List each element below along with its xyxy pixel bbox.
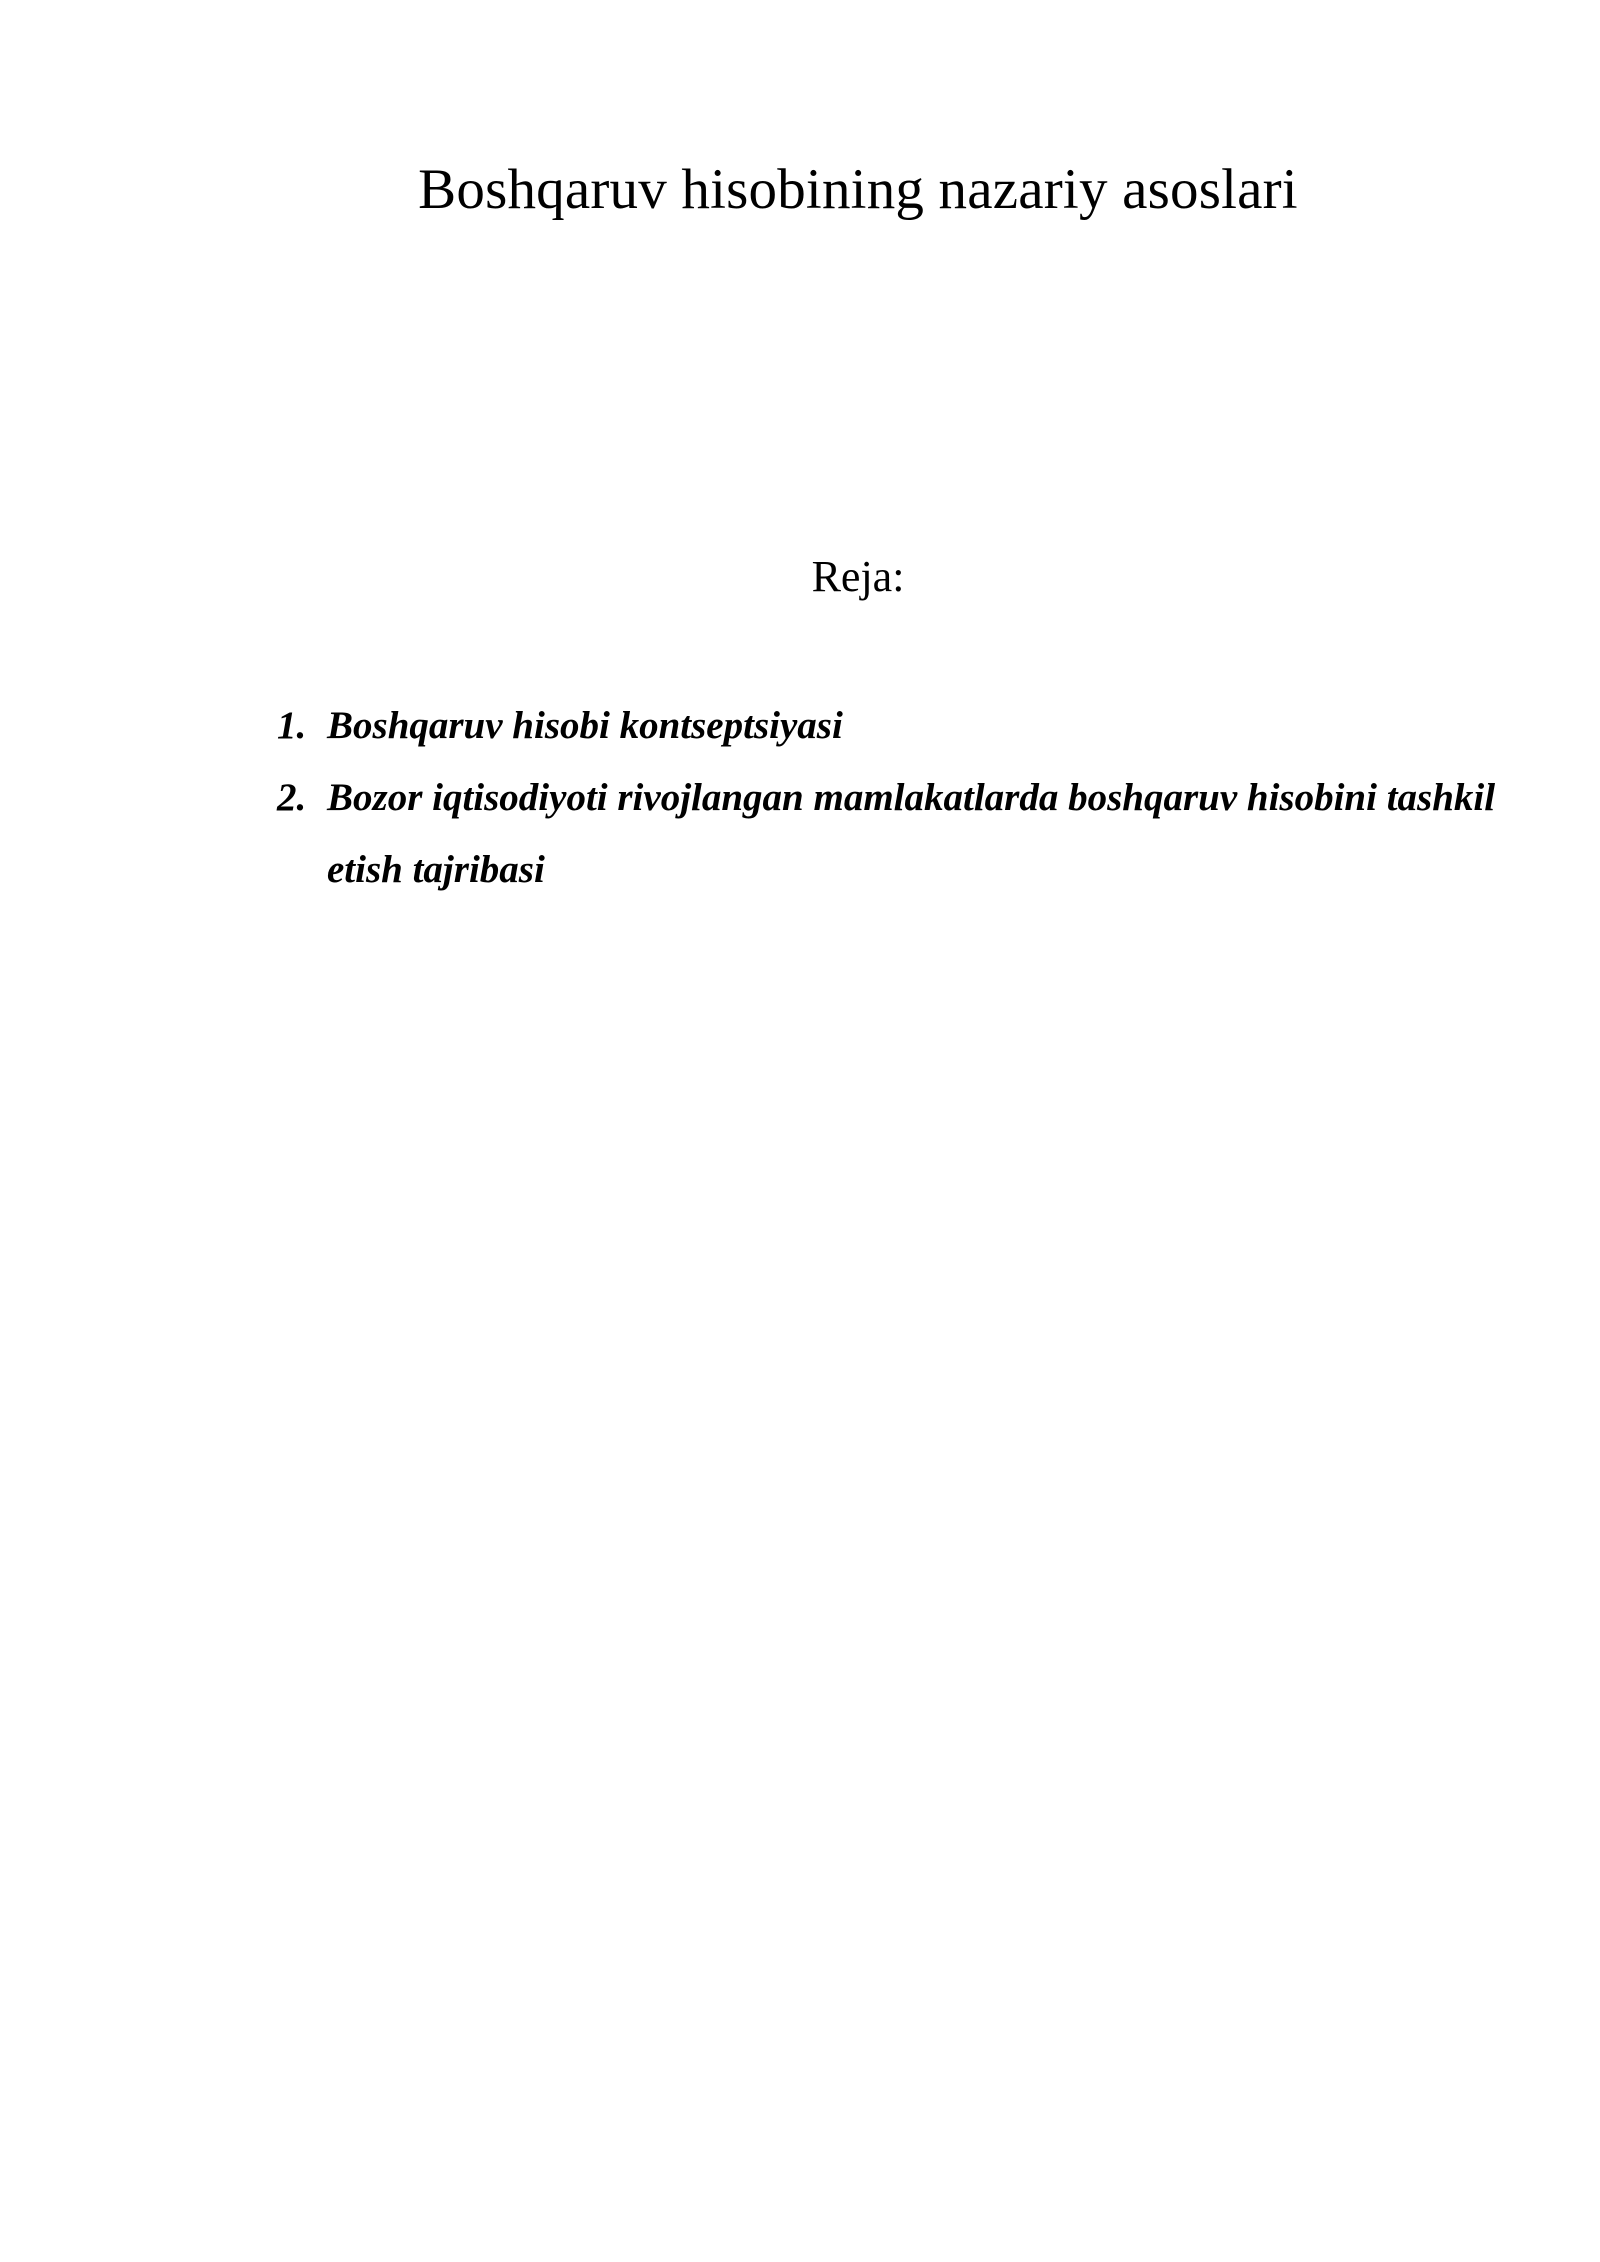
plan-item-number: 2. [277, 776, 307, 819]
plan-list [277, 690, 1507, 906]
plan-heading: Reja: [811, 552, 905, 601]
document-title: Boshqaruv hisobining nazariy asoslari [418, 158, 1298, 221]
plan-item-number: 1. [277, 704, 307, 747]
plan-item [277, 690, 1507, 762]
plan-item [277, 762, 1507, 906]
plan-item-text: Bozor iqtisodiyoti rivojlangan mamlakatlarda boshqaruv hisobini tashkil etish tajribasi [327, 776, 1496, 891]
plan-item-text: Boshqaruv hisobi kontseptsiyasi [327, 704, 843, 747]
